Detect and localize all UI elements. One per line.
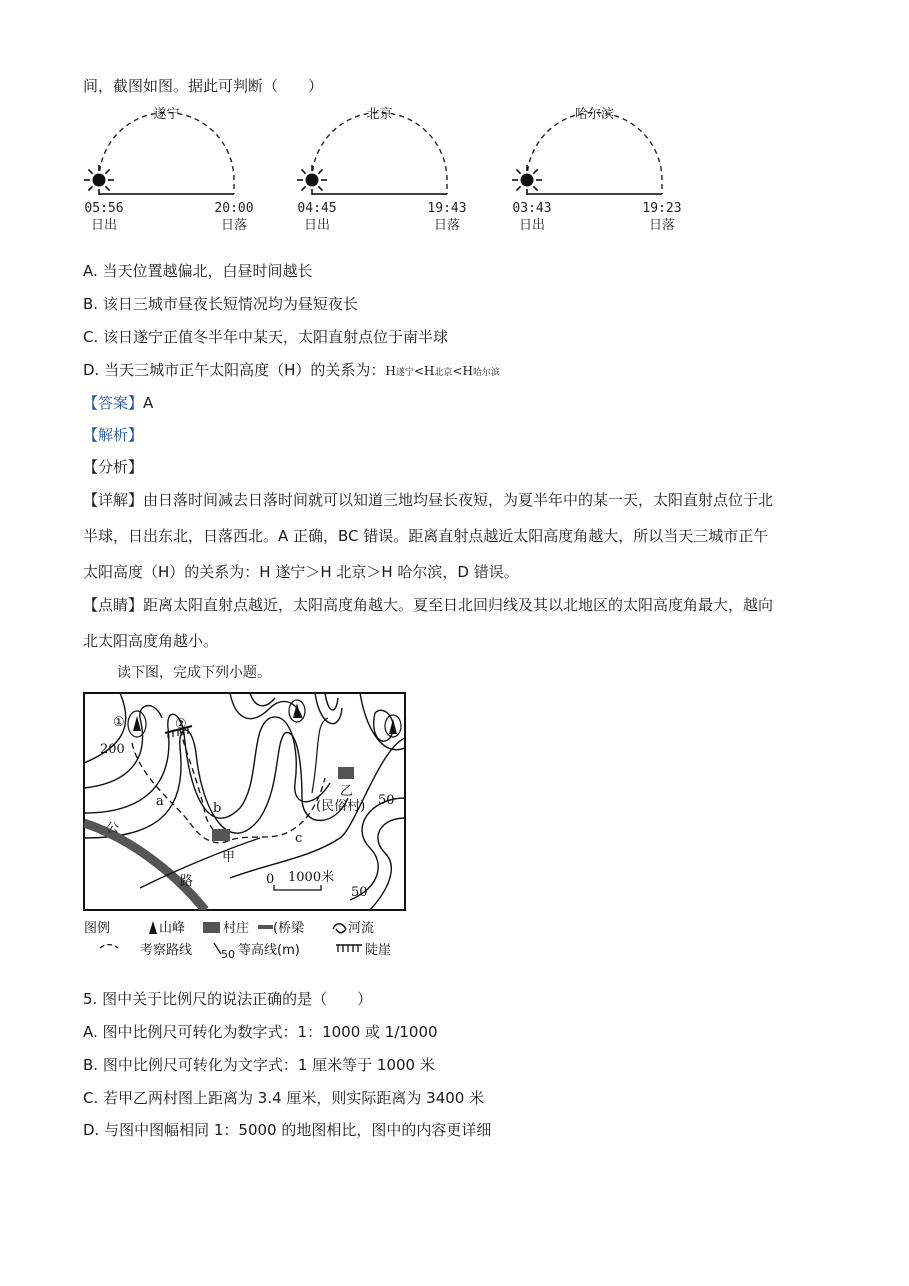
sub-harbin: 哈尔滨 — [472, 368, 500, 378]
contour-label-50-bottom: 50 — [351, 885, 368, 900]
h-symbol-3: H — [462, 364, 473, 378]
sun-icon — [306, 174, 319, 187]
sunset-label: 日落 — [220, 218, 248, 233]
marker-1: ① — [113, 715, 125, 730]
legend-cliff-ticks — [338, 945, 358, 952]
sun-ray — [105, 186, 109, 190]
sunset-time: 19:23 — [642, 201, 682, 216]
road-label-lu: 路 — [180, 874, 194, 889]
route-label-a: a — [156, 794, 164, 809]
sun-ray — [533, 169, 537, 173]
h-symbol-1: H — [385, 364, 396, 378]
sunrise-label: 日出 — [303, 218, 331, 233]
city-label: 哈尔滨 — [574, 107, 615, 122]
option-a: A. 当天位置越偏北，白昼时间越长 — [83, 262, 313, 280]
sun-ray — [301, 186, 305, 190]
legend-contour-value: 50 — [221, 948, 235, 961]
sun-ray — [318, 169, 322, 173]
sun-icon — [521, 174, 534, 187]
village-jia — [212, 829, 230, 841]
question5-option-b: B. 图中比例尺可转化为文字式：1 厘米等于 1000 米 — [83, 1056, 435, 1074]
sun-icon — [93, 174, 106, 187]
legend-river: 河流 — [348, 921, 375, 936]
sun-ray — [88, 186, 92, 190]
sunrise-label: 日出 — [518, 218, 546, 233]
sub-suining: 遂宁 — [395, 368, 414, 378]
legend-bridge: (桥梁 — [273, 921, 305, 936]
legend-route-icon — [100, 945, 118, 948]
city-label: 遂宁 — [153, 107, 180, 122]
legend-title: 图例 — [84, 921, 111, 936]
answer-line — [83, 393, 153, 413]
sun-ray — [301, 169, 305, 173]
sun-panel — [84, 107, 254, 233]
sunrise-label: 日出 — [90, 218, 118, 233]
detail-tag: 【详解】 — [83, 491, 144, 509]
detail-text-1: 由日落时间减去日落时间就可以知道三地均昼长夜短，为夏半年中的某一天，太阳直射点位于北 — [143, 491, 774, 509]
question5-option-d: D. 与图中图幅相同 1：5000 的地图相比，图中的内容更详细 — [83, 1121, 492, 1139]
question5-stem: 5. 图中关于比例尺的说法正确的是（ ） — [83, 990, 373, 1008]
sun-ray — [105, 169, 109, 173]
day-arc — [99, 113, 234, 195]
sun-ray — [516, 186, 520, 190]
day-arc — [527, 113, 662, 195]
sunset-label: 日落 — [648, 218, 676, 233]
legend-cliff: 陡崖 — [365, 943, 392, 958]
option-b: B. 该日三城市昼夜长短情况均为昼短夜长 — [83, 295, 358, 313]
option-d — [83, 360, 500, 383]
detail-line-3: 太阳高度（H）的关系为：H 遂宁＞H 北京＞H 哈尔滨，D 错误。 — [83, 563, 519, 581]
scale-text: 1000米 — [288, 870, 335, 885]
road-label-gong: 公 — [106, 821, 120, 836]
city-label: 北京 — [366, 107, 393, 122]
legend-peak-icon — [149, 921, 157, 934]
answer-tag: 【答案】 — [83, 394, 144, 412]
sub-beijing: 北京 — [434, 368, 453, 378]
sunset-time: 20:00 — [214, 201, 254, 216]
contour-map-figure — [80, 688, 410, 963]
fenxi-tag: 【分析】 — [83, 458, 144, 476]
option-d-prefix: D. 当天三城市正午太阳高度（H）的关系为： — [83, 361, 386, 379]
dianjing-line-2: 北太阳高度角越小。 — [83, 632, 219, 650]
legend-village: 村庄 — [223, 921, 250, 936]
legend-contour-icon — [214, 943, 221, 954]
sunrise-time: 05:56 — [84, 201, 124, 216]
h-symbol-2: H — [423, 364, 435, 378]
contour-label-200: 200 — [100, 742, 125, 757]
less-than-1: < — [413, 364, 424, 378]
village-yi — [338, 767, 354, 779]
sun-panel — [512, 106, 682, 233]
dianjing-text-1: 距离太阳直射点越近，太阳高度角越大。夏至日北回归线及其以北地区的太阳高度角最大，越向 — [143, 596, 774, 614]
dianjing-line-1 — [83, 595, 773, 615]
village-yi-label: 乙 — [340, 784, 354, 799]
less-than-2: < — [452, 364, 463, 378]
option-c: C. 该日遂宁正值冬半年中某天，太阳直射点位于南半球 — [83, 328, 449, 346]
sunset-label: 日落 — [433, 218, 461, 233]
legend-river-icon — [333, 924, 346, 933]
detail-line-1 — [83, 490, 773, 510]
intro-line: 间，截图如图。据此可判断（ ） — [83, 77, 324, 95]
legend-village-icon — [203, 922, 220, 933]
folk-village-label: (民俗村) — [316, 799, 366, 814]
legend-contour: 等高线(m) — [238, 943, 300, 958]
legend-route: 考察路线 — [140, 943, 193, 958]
answer-value: A — [143, 394, 154, 412]
marker-2: ② — [175, 717, 187, 732]
sunrise-time: 03:43 — [512, 201, 552, 216]
day-arc — [312, 113, 447, 195]
sun-ray — [318, 186, 322, 190]
sun-ray — [533, 186, 537, 190]
sun-panel — [297, 106, 467, 233]
read-map-prompt: 读下图，完成下列小题。 — [117, 665, 271, 681]
question5-option-a: A. 图中比例尺可转化为数字式：1：1000 或 1/1000 — [83, 1023, 438, 1041]
scale-zero: 0 — [266, 872, 275, 887]
sun-ray — [516, 169, 520, 173]
route-label-b: b — [213, 801, 222, 816]
dianjing-tag: 【点睛】 — [83, 596, 144, 614]
sun-ray — [88, 169, 92, 173]
analysis-tag: 【解析】 — [83, 426, 144, 444]
detail-line-2: 半球，日出东北，日落西北。A 正确，BC 错误。距离直射点越近太阳高度角越大，所以当天三城市正午 — [83, 527, 769, 545]
sunrise-time: 04:45 — [297, 201, 337, 216]
village-jia-label: 甲 — [222, 850, 236, 865]
question5-option-c: C. 若甲乙两村图上距离为 3.4 厘米，则实际距离为 3400 米 — [83, 1089, 485, 1107]
contour-label-50-right: 50 — [378, 793, 395, 808]
route-label-c: c — [295, 831, 303, 846]
sunrise-sunset-diagram — [70, 98, 690, 238]
legend-peak: 山峰 — [159, 921, 186, 936]
sunset-time: 19:43 — [427, 201, 467, 216]
